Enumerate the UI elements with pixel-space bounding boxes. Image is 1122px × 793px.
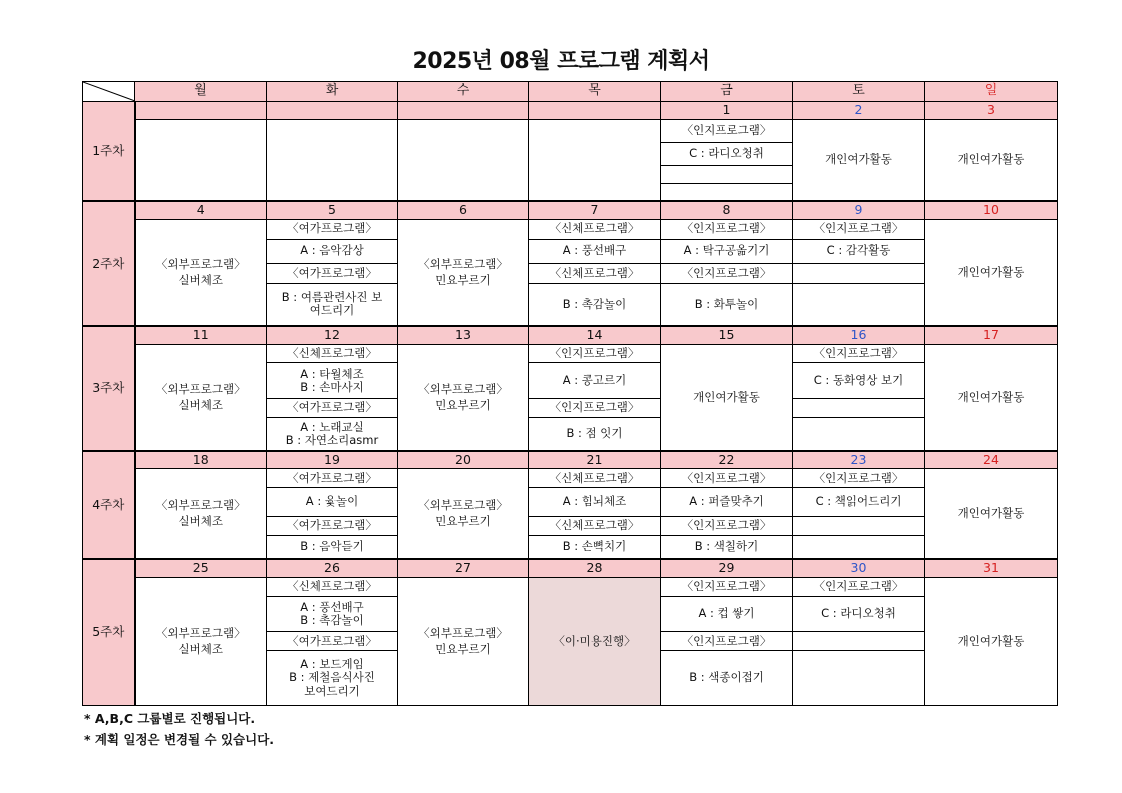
program-category: 〈신체프로그램〉 <box>529 219 661 239</box>
diagonal-line-icon <box>83 82 135 101</box>
weekday-fri: 금 <box>661 82 793 102</box>
date-thu: 14 <box>529 326 661 344</box>
date-row-w4 <box>83 451 1058 469</box>
date-sun: 3 <box>925 101 1058 119</box>
date-wed: 20 <box>398 451 529 469</box>
program-activity <box>793 651 925 706</box>
date-sat: 9 <box>793 201 925 219</box>
program-activity: B : 음악듣기 <box>267 535 398 559</box>
program-activity <box>661 183 793 201</box>
date-wed: 6 <box>398 201 529 219</box>
week-label-w4: 4주차 <box>83 451 135 559</box>
date-thu: 28 <box>529 559 661 577</box>
program-category: 〈인지프로그램〉 <box>661 469 793 488</box>
date-tue <box>267 101 398 119</box>
program-category: 〈인지프로그램〉 <box>661 577 793 596</box>
date-fri: 22 <box>661 451 793 469</box>
program-category: 〈여가프로그램〉 <box>267 399 398 418</box>
program-schedule-table <box>82 81 1058 706</box>
program-activity: A : 음악감상 <box>267 239 398 263</box>
program-category: 〈여가프로그램〉 <box>267 263 398 283</box>
external-program-cell <box>135 344 267 451</box>
program-activity: A : 보드게임 B : 제철음식사진 보여드리기 <box>267 651 398 706</box>
date-thu <box>529 101 661 119</box>
date-fri: 15 <box>661 326 793 344</box>
week-label-w1: 1주차 <box>83 101 135 201</box>
date-sun: 31 <box>925 559 1058 577</box>
program-category: 〈인지프로그램〉 <box>529 399 661 418</box>
program-activity: A : 탁구공옮기기 <box>661 239 793 263</box>
program-activity: C : 라디오청취 <box>793 596 925 632</box>
corner-cell <box>83 82 135 102</box>
date-row-w1 <box>83 101 1058 119</box>
empty-cell <box>529 119 661 201</box>
program-category: 〈인지프로그램〉 <box>661 219 793 239</box>
date-fri: 8 <box>661 201 793 219</box>
program-group: 〈외부프로그램〉 <box>155 381 246 396</box>
program-category: 〈여가프로그램〉 <box>267 469 398 488</box>
program-activity: B : 색종이접기 <box>661 651 793 706</box>
external-program-cell <box>398 577 529 705</box>
program-group: 〈외부프로그램〉 <box>155 256 246 271</box>
program-category: 〈인지프로그램〉 <box>793 469 925 488</box>
activity-cell: 〈이·미용진행〉 <box>529 577 661 705</box>
program-activity: A : 콩고르기 <box>529 363 661 399</box>
date-wed: 27 <box>398 559 529 577</box>
program-category <box>793 516 925 535</box>
program-activity: A : 타월체조 B : 손마사지 <box>267 363 398 399</box>
program-activity: A : 윷놀이 <box>267 488 398 516</box>
date-sat: 30 <box>793 559 925 577</box>
external-program-cell <box>135 469 267 559</box>
program-name: 민요부르기 <box>435 272 491 287</box>
weekday-thu: 목 <box>529 82 661 102</box>
program-activity: B : 손뼉치기 <box>529 535 661 559</box>
date-wed: 13 <box>398 326 529 344</box>
empty-cell <box>398 119 529 201</box>
program-activity: C : 책읽어드리기 <box>793 488 925 516</box>
weekday-sat: 토 <box>793 82 925 102</box>
program-group: 〈외부프로그램〉 <box>418 498 508 513</box>
date-thu: 21 <box>529 451 661 469</box>
program-group: 〈외부프로그램〉 <box>418 256 508 271</box>
program-category <box>793 632 925 651</box>
date-fri: 29 <box>661 559 793 577</box>
date-wed <box>398 101 529 119</box>
program-activity: A : 풍선배구 <box>529 239 661 263</box>
program-category: 〈신체프로그램〉 <box>529 263 661 283</box>
program-name: 실버체조 <box>178 272 223 287</box>
date-sun: 24 <box>925 451 1058 469</box>
date-thu: 7 <box>529 201 661 219</box>
program-row <box>83 577 1058 596</box>
program-activity: A : 힘뇌체조 <box>529 488 661 516</box>
program-category: 〈신체프로그램〉 <box>529 516 661 535</box>
program-activity: A : 퍼즐맞추기 <box>661 488 793 516</box>
date-row-w2 <box>83 201 1058 219</box>
activity-cell: 개인여가활동 <box>925 219 1058 326</box>
program-category: 〈인지프로그램〉 <box>661 516 793 535</box>
date-sat: 2 <box>793 101 925 119</box>
date-mon: 11 <box>135 326 267 344</box>
date-mon: 18 <box>135 451 267 469</box>
date-tue: 26 <box>267 559 398 577</box>
week-label-w2: 2주차 <box>83 201 135 326</box>
program-group: 〈외부프로그램〉 <box>418 625 508 640</box>
program-row <box>83 219 1058 239</box>
external-program-cell <box>135 577 267 705</box>
activity-cell: 개인여가활동 <box>925 469 1058 559</box>
note-groups: * A,B,C 그룹별로 진행됩니다. <box>84 711 256 726</box>
program-category: 〈신체프로그램〉 <box>267 344 398 363</box>
program-group: 〈외부프로그램〉 <box>155 625 246 640</box>
page-title: 2025년 08월 프로그램 계획서 <box>412 49 710 74</box>
empty-cell <box>135 119 267 201</box>
weekday-tue: 화 <box>267 82 398 102</box>
empty-cell <box>267 119 398 201</box>
external-program-cell <box>398 344 529 451</box>
program-group: 〈외부프로그램〉 <box>418 381 508 396</box>
date-tue: 19 <box>267 451 398 469</box>
program-activity: B : 화투놀이 <box>661 283 793 326</box>
program-activity: C : 동화영상 보기 <box>793 363 925 399</box>
date-mon: 4 <box>135 201 267 219</box>
program-category: 〈인지프로그램〉 <box>529 344 661 363</box>
weekday-mon: 월 <box>135 82 267 102</box>
date-row-w3 <box>83 326 1058 344</box>
notes <box>84 708 274 750</box>
activity-cell: 개인여가활동 <box>793 119 925 201</box>
date-mon: 25 <box>135 559 267 577</box>
program-activity: B : 여름관련사진 보 여드리기 <box>267 283 398 326</box>
program-category <box>793 399 925 418</box>
program-category: 〈신체프로그램〉 <box>267 577 398 596</box>
program-activity: C : 라디오청취 <box>661 142 793 165</box>
program-category: 〈신체프로그램〉 <box>529 469 661 488</box>
program-name: 민요부르기 <box>435 397 491 412</box>
activity-cell: 개인여가활동 <box>925 577 1058 705</box>
external-program-cell <box>398 219 529 326</box>
activity-cell: 개인여가활동 <box>925 344 1058 451</box>
program-name: 민요부르기 <box>435 641 491 656</box>
program-activity: B : 촉감놀이 <box>529 283 661 326</box>
program-activity <box>793 535 925 559</box>
program-activity <box>793 418 925 452</box>
program-row <box>83 344 1058 363</box>
program-activity: A : 풍선배구 B : 촉감놀이 <box>267 596 398 632</box>
program-row <box>83 119 1058 142</box>
program-activity: B : 색칠하기 <box>661 535 793 559</box>
program-row <box>83 469 1058 488</box>
program-category: 〈인지프로그램〉 <box>661 119 793 142</box>
program-name: 실버체조 <box>178 397 223 412</box>
program-activity <box>793 283 925 326</box>
program-name: 실버체조 <box>178 641 223 656</box>
program-category: 〈인지프로그램〉 <box>793 219 925 239</box>
program-category: 〈여가프로그램〉 <box>267 219 398 239</box>
week-label-w3: 3주차 <box>83 326 135 451</box>
program-category: 〈인지프로그램〉 <box>661 632 793 651</box>
program-category <box>793 263 925 283</box>
activity-cell: 개인여가활동 <box>925 119 1058 201</box>
program-activity: C : 감각활동 <box>793 239 925 263</box>
weekday-header-row <box>83 82 1058 102</box>
date-sun: 10 <box>925 201 1058 219</box>
program-activity: B : 점 잇기 <box>529 418 661 452</box>
external-program-cell <box>398 469 529 559</box>
weekday-wed: 수 <box>398 82 529 102</box>
date-mon <box>135 101 267 119</box>
program-group: 〈외부프로그램〉 <box>155 498 246 513</box>
program-activity: A : 컵 쌓기 <box>661 596 793 632</box>
program-category: 〈여가프로그램〉 <box>267 516 398 535</box>
program-activity: A : 노래교실 B : 자연소리asmr <box>267 418 398 452</box>
date-row-w5 <box>83 559 1058 577</box>
external-program-cell <box>135 219 267 326</box>
program-name: 실버체조 <box>178 514 223 529</box>
program-name: 민요부르기 <box>435 514 491 529</box>
program-category: 〈인지프로그램〉 <box>661 263 793 283</box>
weekday-sun: 일 <box>925 82 1058 102</box>
date-sat: 23 <box>793 451 925 469</box>
activity-cell: 개인여가활동 <box>661 344 793 451</box>
date-sun: 17 <box>925 326 1058 344</box>
program-category: 〈여가프로그램〉 <box>267 632 398 651</box>
date-fri: 1 <box>661 101 793 119</box>
program-category <box>661 166 793 184</box>
program-category: 〈인지프로그램〉 <box>793 344 925 363</box>
date-tue: 5 <box>267 201 398 219</box>
date-sat: 16 <box>793 326 925 344</box>
note-change: * 계획 일정은 변경될 수 있습니다. <box>84 732 275 747</box>
program-category: 〈인지프로그램〉 <box>793 577 925 596</box>
date-tue: 12 <box>267 326 398 344</box>
week-label-w5: 5주차 <box>83 559 135 705</box>
